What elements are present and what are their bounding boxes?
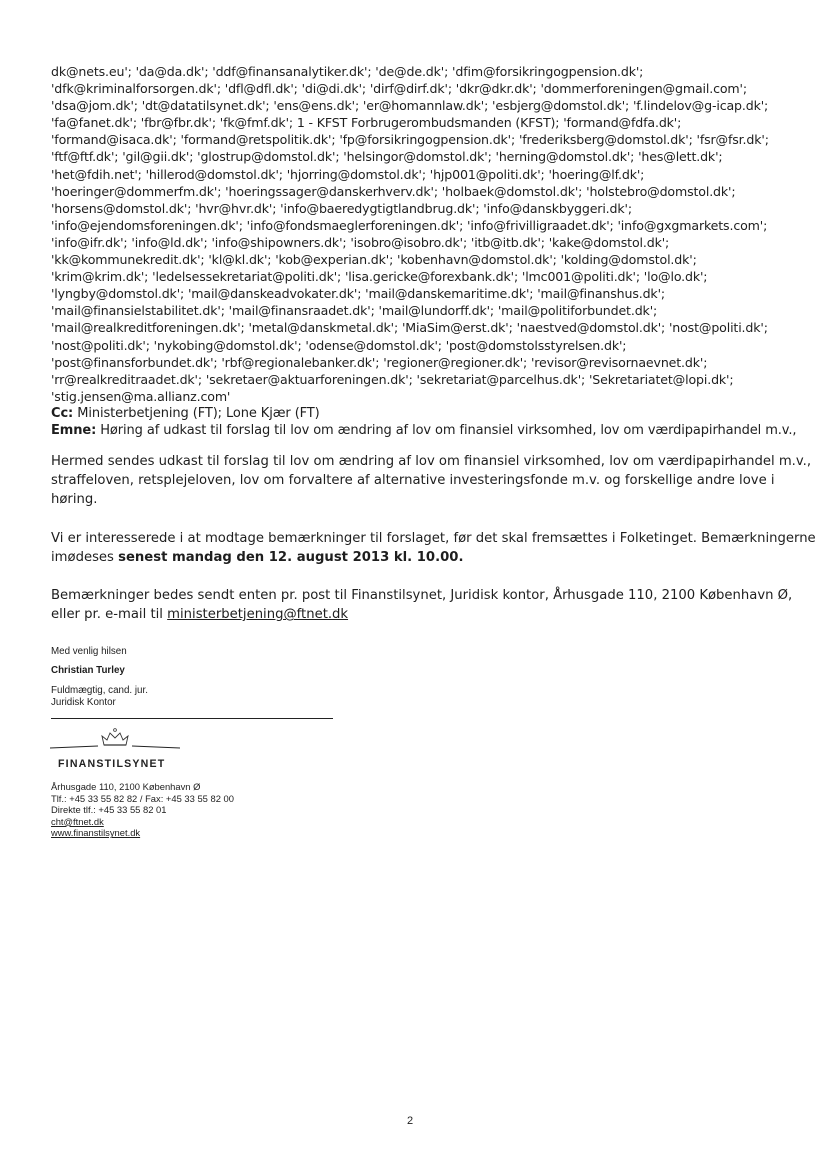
deadline-date: senest mandag den 12. august 2013 kl. 10.00. (118, 549, 464, 565)
recipients-line: 'info@ejendomsforeningen.dk'; 'info@fondsmaeglerforeningen.dk'; 'info@frivilligraadet.dk'; 'info@gxgmarkets.com'; (51, 217, 768, 233)
email-link[interactable]: ministerbetjening@ftnet.dk (167, 607, 349, 623)
recipients-line: 'hoeringer@dommerfm.dk'; 'hoeringssager@danskerhverv.dk'; 'holbaek@domstol.dk'; 'holstebro@domstol.dk'; (51, 183, 736, 199)
signature-name: Christian Turley (51, 665, 125, 676)
logo-text: FINANSTILSYNET (58, 758, 166, 770)
recipients-line: 'nost@politi.dk'; 'nykobing@domstol.dk'; 'odense@domstol.dk'; 'post@domstolsstyrelsen.dk'; (51, 337, 627, 353)
recipients-line: 'formand@isaca.dk'; 'formand@retspolitik.dk'; 'fp@forsikringogpension.dk'; 'frederiksberg@domstol.dk'; 'fsr@fsr.dk'; (51, 132, 769, 148)
paragraph-submission (51, 586, 793, 624)
paragraph-line (51, 605, 781, 624)
recipients-line: dk@nets.eu'; 'da@da.dk'; 'ddf@finansanalytiker.dk'; 'de@de.dk'; 'dfim@forsikringogpension.dk'; (51, 64, 644, 79)
recipients-line: 'kk@kommunekredit.dk'; 'kl@kl.dk'; 'kob@experian.dk'; 'kobenhavn@domstol.dk'; 'kolding@domstol.dk'; (51, 252, 697, 268)
signature-department: Juridisk Kontor (51, 697, 116, 708)
subject-line (51, 422, 811, 439)
address-direct-phone: Direkte tlf.: +45 33 55 82 01 (51, 804, 167, 816)
paragraph-intro (51, 452, 812, 510)
recipients-line: 'dsa@jom.dk'; 'dt@datatilsynet.dk'; 'ens@ens.dk'; 'er@homannlaw.dk'; 'esbjerg@domstol.dk'; 'f.lindelov@g-icap.dk'; (51, 98, 769, 114)
recipients-line: 'mail@finansielstabilitet.dk'; 'mail@finansraadet.dk'; 'mail@lundorff.dk'; 'mail@politiforbundet.dk'; (51, 303, 658, 319)
paragraph-line: Vi er interesserede i at modtage bemærkninger til forslaget, før det skal fremsættes i Folketinget. Bemærkningerne (51, 530, 816, 546)
address-email-link[interactable]: cht@ftnet.dk (51, 815, 104, 827)
recipients-line: 'stig.jensen@ma.allianz.com' (51, 388, 231, 404)
address-phone: Tlf.: +45 33 55 82 82 / Fax: +45 33 55 82 00 (51, 792, 234, 804)
cc-line (51, 405, 811, 422)
paragraph-line: Bemærkninger bedes sendt enten pr. post til Finanstilsynet, Juridisk kontor, Århusgade 110, 2100 København Ø, (51, 588, 793, 604)
logo-wordmark (58, 758, 165, 770)
page-number: 2 (407, 1115, 414, 1127)
message-body (51, 452, 816, 643)
recipients-line: 'info@ifr.dk'; 'info@ld.dk'; 'info@shipowners.dk'; 'isobro@isobro.dk'; 'itb@itb.dk'; 'kake@domstol.dk'; (51, 234, 670, 250)
recipients-line: 'mail@realkreditforeningen.dk'; 'metal@danskmetal.dk'; 'MiaSim@erst.dk'; 'naestved@domstol.dk'; 'nost@politi.dk'; (51, 320, 768, 336)
paragraph-line (51, 548, 781, 567)
signature-title: Fuldmægtig, cand. jur. (51, 685, 148, 696)
recipients-line: 'post@finansforbundet.dk'; 'rbf@regionalebanker.dk'; 'regioner@regioner.dk'; 'revisor@revisornaevnet.dk'; (51, 354, 708, 370)
recipients-line: 'dfk@kriminalforsorgen.dk'; 'dfl@dfl.dk'; 'di@di.dk'; 'dirf@dirf.dk'; 'dkr@dkr.dk'; 'dommerforeningen@gmail.com'; (51, 81, 747, 97)
recipients-line: 'fa@fanet.dk'; 'fbr@fbr.dk'; 'fk@fmf.dk'; 1 - KFST Forbrugerombudsmanden (KFST); 'formand@fdfa.dk'; (51, 115, 682, 131)
recipients-line: 'lyngby@domstol.dk'; 'mail@danskeadvokater.dk'; 'mail@danskemaritime.dk'; 'mail@finanshus.dk'; (51, 286, 665, 302)
recipients-line: 'krim@krim.dk'; 'ledelsessekretariat@politi.dk'; 'lisa.gericke@forexbank.dk'; 'lmc001@politi.dk'; 'lo@lo.dk'; (51, 269, 708, 285)
deadline-prefix: imødeses (51, 549, 119, 565)
recipients-list (51, 63, 811, 439)
cc-label: Cc: (51, 405, 74, 421)
signature-divider (51, 718, 333, 719)
paragraph-deadline (51, 529, 816, 567)
recipients-line: 'horsens@domstol.dk'; 'hvr@hvr.dk'; 'info@baeredygtigtlandbrug.dk'; 'info@danskbyggeri.dk'; (51, 200, 632, 216)
recipients-line: 'het@fdih.net'; 'hillerod@domstol.dk'; 'hjorring@domstol.dk'; 'hjp001@politi.dk'; 'hoering@lf.dk'; (51, 166, 645, 182)
paragraph-line: Hermed sendes udkast til forslag til lov om ændring af lov om finansiel virksomhed, lov om værdipapirhandel m.v., (51, 454, 812, 469)
recipients-line: 'rr@realkreditraadet.dk'; 'sekretaer@aktuarforeningen.dk'; 'sekretariat@parcelhus.dk'; 'Sekretariatet@lopi.dk'; (51, 371, 734, 387)
address-web-link[interactable]: www.finanstilsynet.dk (51, 827, 141, 839)
paragraph-line: straffeloven, retsplejeloven, lov om forvaltere af alternative investeringsfonde m.v. og forskellige andre love i (51, 473, 775, 489)
recipients-line: 'ftf@ftf.dk'; 'gil@gii.dk'; 'glostrup@domstol.dk'; 'helsingor@domstol.dk'; 'herning@domstol.dk'; 'hes@lett.dk'; (51, 149, 723, 165)
subject-label: Emne: (51, 422, 97, 438)
contact-address (51, 781, 234, 839)
email-prefix: eller pr. e-mail til (51, 607, 168, 623)
address-street: Århusgade 110, 2100 København Ø (51, 781, 201, 792)
signature-greeting: Med venlig hilsen (51, 646, 127, 657)
paragraph-line: høring. (51, 492, 98, 508)
subject-value: Høring af udkast til forslag til lov om ændring af lov om finansiel virksomhed, lov om værdipapirhandel m.v., (100, 422, 797, 438)
cc-value: Ministerbetjening (FT); Lone Kjær (FT) (77, 405, 320, 421)
